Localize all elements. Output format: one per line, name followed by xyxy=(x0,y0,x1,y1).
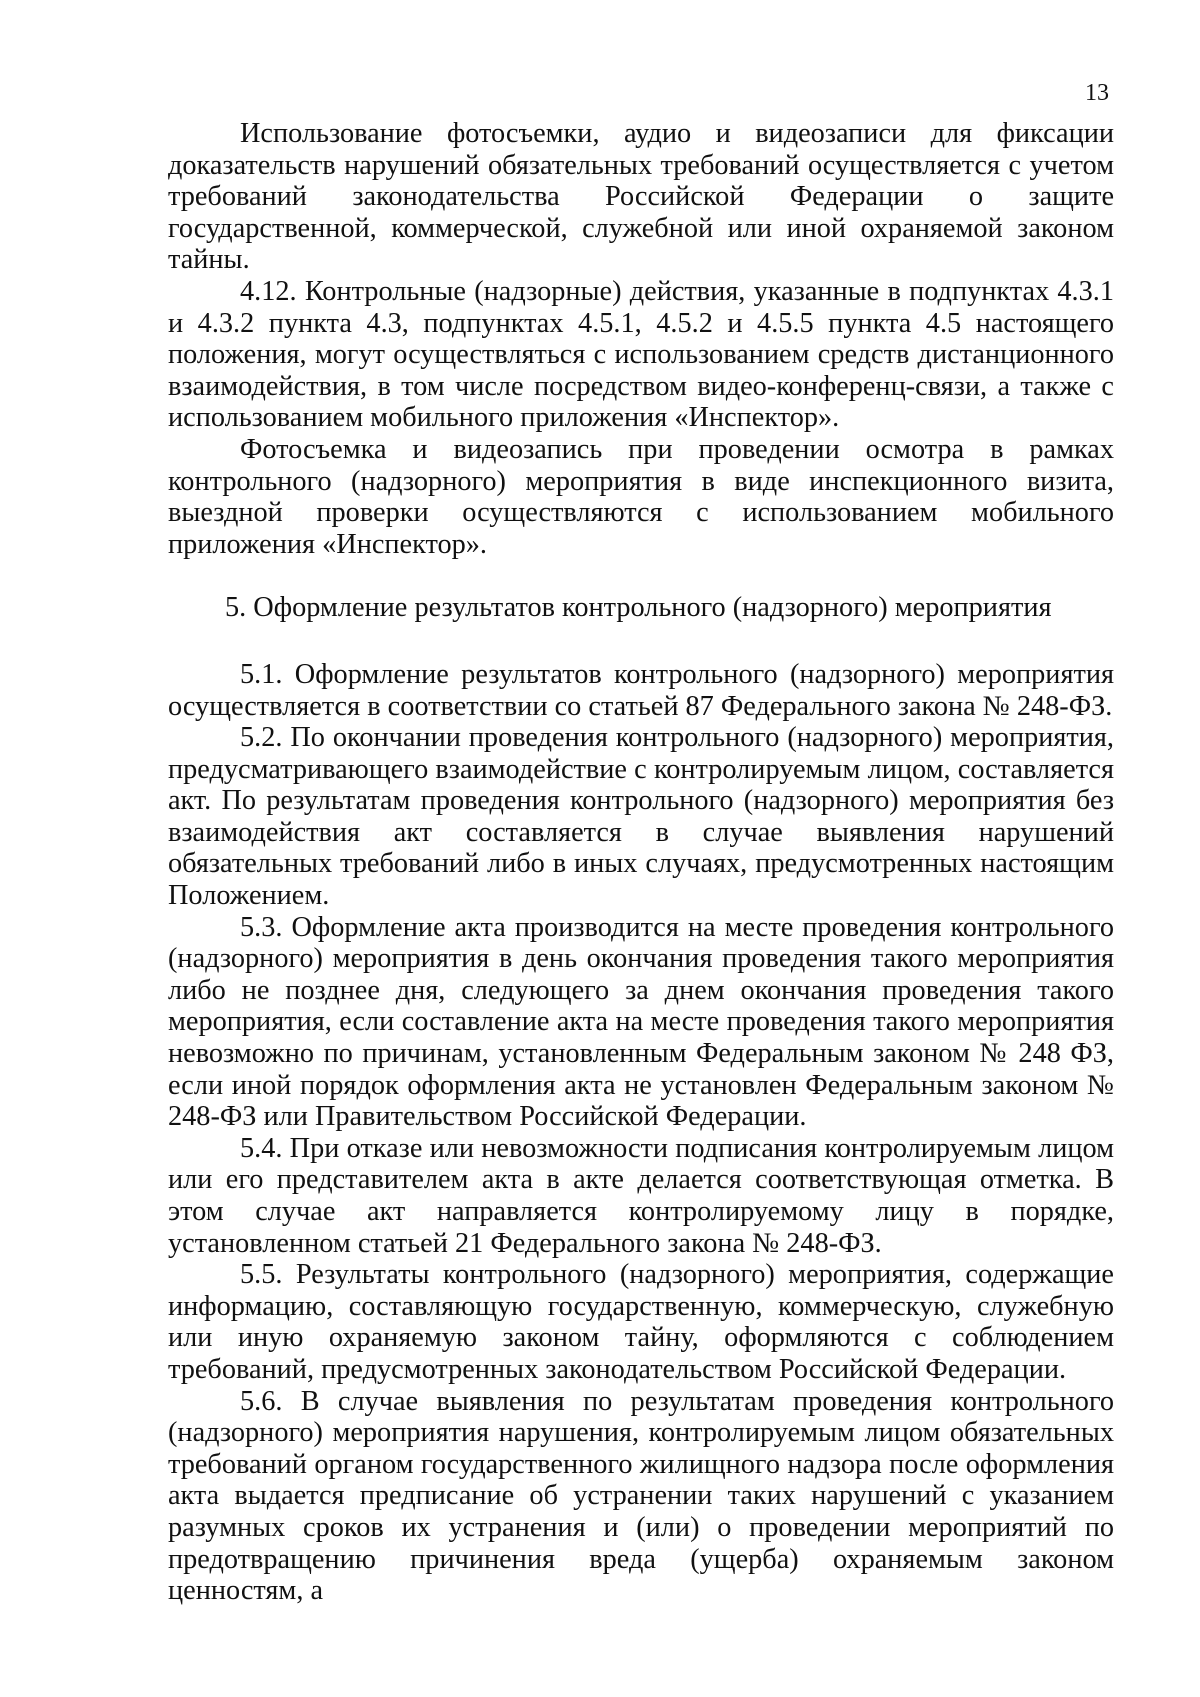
paragraph-5-1: 5.1. Оформление результатов контрольного (надзорного) мероприятия осуществляется в соответствии со статьей 87 Федерального закона № 248-ФЗ. xyxy=(168,658,1114,722)
page-number: 13 xyxy=(1085,80,1109,106)
paragraph-4-12: 4.12. Контрольные (надзорные) действия, указанные в подпунктах 4.3.1 и 4.3.2 пункта 4.3, подпунктах 4.5.1, 4.5.2 и 4.5.5 пункта 4.5 настоящего положения, могут осуществляться с использованием средств дистанционного взаимодействия, в том числе посредством видео-конференц-связи, а также с использованием мобильного приложения «Инспектор». xyxy=(168,275,1114,434)
document-body xyxy=(168,118,1114,1607)
paragraph-photo-video-inspection: Фотосъемка и видеозапись при проведении осмотра в рамках контрольного (надзорного) мероприятия в виде инспекционного визита, выездной проверки осуществляются с использованием мобильного приложения «Инспектор». xyxy=(168,433,1114,560)
paragraph-5-2: 5.2. По окончании проведения контрольного (надзорного) мероприятия, предусматривающего взаимодействие с контролируемым лицом, составляется акт. По результатам проведения контрольного (надзорного) мероприятия без взаимодействия акт составляется в случае выявления нарушений обязательных требований либо в иных случаях, предусмотренных настоящим Положением. xyxy=(168,722,1114,912)
paragraph-5-4: 5.4. При отказе или невозможности подписания контролируемым лицом или его представителем акта в акте делается соответствующая отметка. В этом случае акт направляется контролируемому лицу в порядке, установленном статьей 21 Федерального закона № 248-ФЗ. xyxy=(168,1132,1114,1259)
paragraph-photo-video-use: Использование фотосъемки, аудио и видеозаписи для фиксации доказательств нарушений обязательных требований осуществляется с учетом требований законодательства Российской Федерации о защите государственной, коммерческой, служебной или иной охраняемой законом тайны. xyxy=(168,118,1114,276)
paragraph-5-6: 5.6. В случае выявления по результатам проведения контрольного (надзорного) мероприятия нарушения, контролируемым лицом обязательных требований органом государственного жилищного надзора после оформления акта выдается предписание об устранении таких нарушений с указанием разумных сроков их устранения и (или) о проведении мероприятий по предотвращению причинения вреда (ущерба) охраняемым законом ценностям, а xyxy=(168,1385,1114,1607)
paragraph-5-5: 5.5. Результаты контрольного (надзорного) мероприятия, содержащие информацию, составляющую государственную, коммерческую, служебную или иную охраняемую законом тайну, оформляются с соблюдением требований, предусмотренных законодательством Российской Федерации. xyxy=(168,1259,1114,1385)
paragraph-5-3: 5.3. Оформление акта производится на месте проведения контрольного (надзорного) мероприятия в день окончания проведения такого мероприятия либо не позднее дня, следующего за днем окончания проведения такого мероприятия, если составление акта на месте проведения такого мероприятия невозможно по причинам, установленным Федеральным законом № 248 ФЗ, если иной порядок оформления акта не установлен Федеральным законом № 248-ФЗ или Правительством Российской Федерации. xyxy=(168,911,1114,1133)
section-5-heading: 5. Оформление результатов контрольного (надзорного) мероприятия xyxy=(225,592,1052,624)
